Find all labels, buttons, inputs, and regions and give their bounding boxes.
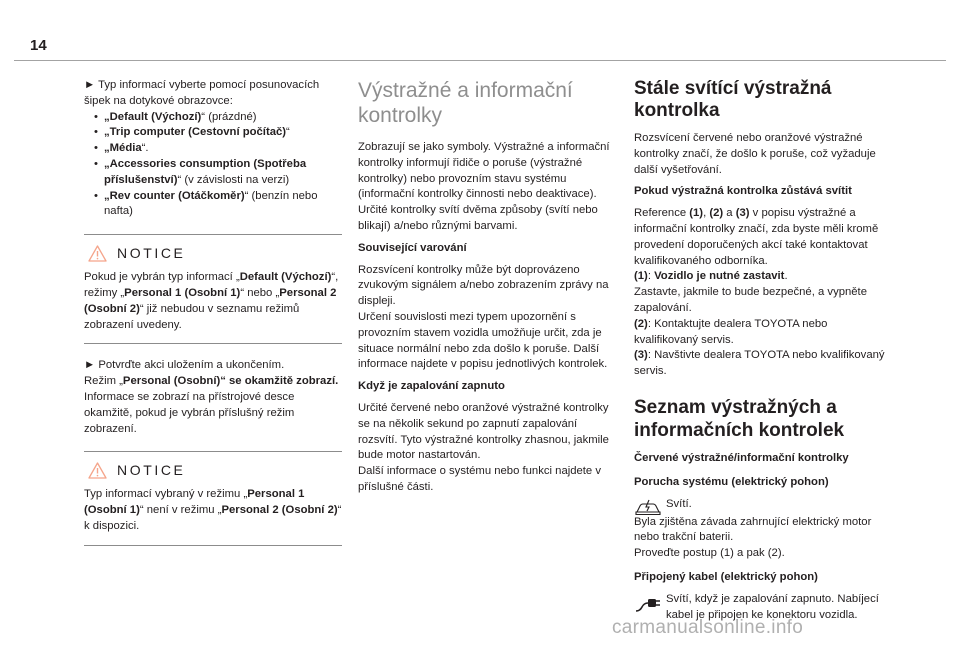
warning-line: Svítí, když je zapalování zapnuto. Nabíjecí kabel je připojen ke konektoru vozidla. (666, 592, 879, 621)
charging-cable-icon (634, 592, 662, 614)
step-1: (1): Vozidlo je nutné zastavit. (634, 270, 788, 283)
warning-name: Připojený kabel (elektrický pohon) (634, 570, 818, 583)
section-title: Seznam výstražných a informačních kontrolek (634, 396, 845, 441)
list-item: • „Rev counter (Otáčkoměr)“ (benzín nebo nafta) (104, 189, 342, 221)
notice-text: Typ informací vybraný v režimu „Personal 1 (Osobní 1)“ není v režimu „Personal 2 (Osobní 2)“ k dispozici. (84, 488, 342, 532)
column-middle (358, 78, 614, 496)
warning-triangle-icon (88, 462, 107, 479)
list-item: • „Média“. (104, 141, 342, 157)
mode-description: Informace se zobrazí na přístrojové desce okamžitě, pokud je vybrán příslušný režim zobrazení. (84, 390, 295, 435)
warning-line: Byla zjištěna závada zahrnující elektrický motor nebo trakční baterii. (634, 515, 872, 544)
paragraph: Určení souvislosti mezi typem upozornění s provozním stavem vozidla umožňuje určit, zda je situace normální nebo zda došlo k poruše. Další informace najdete v popisu jednotlivých kontrolek. (358, 310, 608, 371)
watermark: carmanualsonline.info (612, 617, 804, 638)
top-rule (14, 60, 946, 61)
info-type-list (84, 110, 342, 221)
mode-heading: Režim „Personal (Osobní)“ se okamžitě zobrazí. (84, 375, 339, 388)
warning-line: Proveďte postup (1) a pak (2). (634, 547, 785, 560)
warning-line: Svítí. (666, 497, 692, 510)
notice-title: NOTICE (117, 244, 186, 261)
paragraph: Rozsvícení červené nebo oranžové výstražné kontrolky značí, že došlo k poruše, což vyžaduje další vyšetřování. (634, 132, 876, 176)
notice-box-1 (84, 234, 342, 344)
intro-text: ► Typ informací vyberte pomocí posunovacích šipek na dotykové obrazovce: (84, 79, 320, 107)
step-3: (3): Navštivte dealera TOYOTA nebo kvalifikovaný servis. (634, 349, 885, 378)
step-2: (2): Kontaktujte dealera TOYOTA nebo kvalifikovaný servis. (634, 317, 828, 346)
paragraph: Zobrazují se jako symboly. Výstražné a informační kontrolky informují řidiče o poruše (výstražné kontrolky) nebo provozním stavu systému (informační kontrolky činnosti nebo deaktivace). Určité kontrolky svítí dvěma způsoby (svítí nebo blikají) a/nebo různými barvami. (358, 141, 610, 232)
subheading: Červené výstražné/informační kontrolky (634, 451, 849, 464)
warning-triangle-icon (88, 245, 107, 262)
paragraph: Rozsvícení kontrolky může být doprovázeno zvukovým signálem a/nebo zobrazením zprávy na displeji. (358, 263, 609, 308)
list-item: • „Trip computer (Cestovní počítač)“ (104, 125, 342, 141)
confirm-text: ► Potvrďte akci uložením a ukončením. (84, 359, 285, 372)
section-title: Výstražné a informační kontrolky (358, 79, 573, 127)
notice-title: NOTICE (117, 461, 186, 478)
section-title: Stále svítící výstražná kontrolka (634, 78, 832, 121)
list-item: • „Default (Výchozí)“ (prázdné) (104, 110, 342, 126)
warning-name: Porucha systému (elektrický pohon) (634, 475, 829, 488)
paragraph: Určité červené nebo oranžové výstražné kontrolky se na několik sekund po zapnutí zapalování rozsvítí. Tyto výstražné kontrolky zhasnou, jakmile bude motor nastartován. (358, 401, 609, 462)
notice-text: Pokud je vybrán typ informací „Default (Výchozí)“, režimy „Personal 1 (Osobní 1)“ nebo „Personal 2 (Osobní 2)“ již nebudou v seznamu režimů zobrazení uvedeny. (84, 271, 339, 331)
page-number: 14 (30, 37, 47, 54)
notice-header (88, 462, 342, 479)
step-1-text: Zastavte, jakmile to bude bezpečné, a vypněte zapalování. (634, 286, 867, 314)
notice-box-2 (84, 451, 342, 545)
notice-header (88, 245, 342, 262)
column-right (634, 78, 892, 623)
list-item: • „Accessories consumption (Spotřeba příslušenství)“ (v závislosti na verzi) (104, 157, 342, 189)
warning-desc (666, 497, 692, 513)
paragraph: Další informace o systému nebo funkci najdete v příslušné části. (358, 465, 602, 493)
subheading: Pokud výstražná kontrolka zůstává svítit (634, 185, 852, 198)
column-left (84, 78, 342, 560)
reference-text: Reference (1), (2) a (3) v popisu výstražné a informační kontrolky značí, zda byste měli kromě provedení doporučených akcí také kontaktovat kvalifikovaného odborníka. (634, 207, 879, 267)
subheading: Když je zapalování zapnuto (358, 380, 505, 393)
subheading: Související varování (358, 241, 467, 254)
